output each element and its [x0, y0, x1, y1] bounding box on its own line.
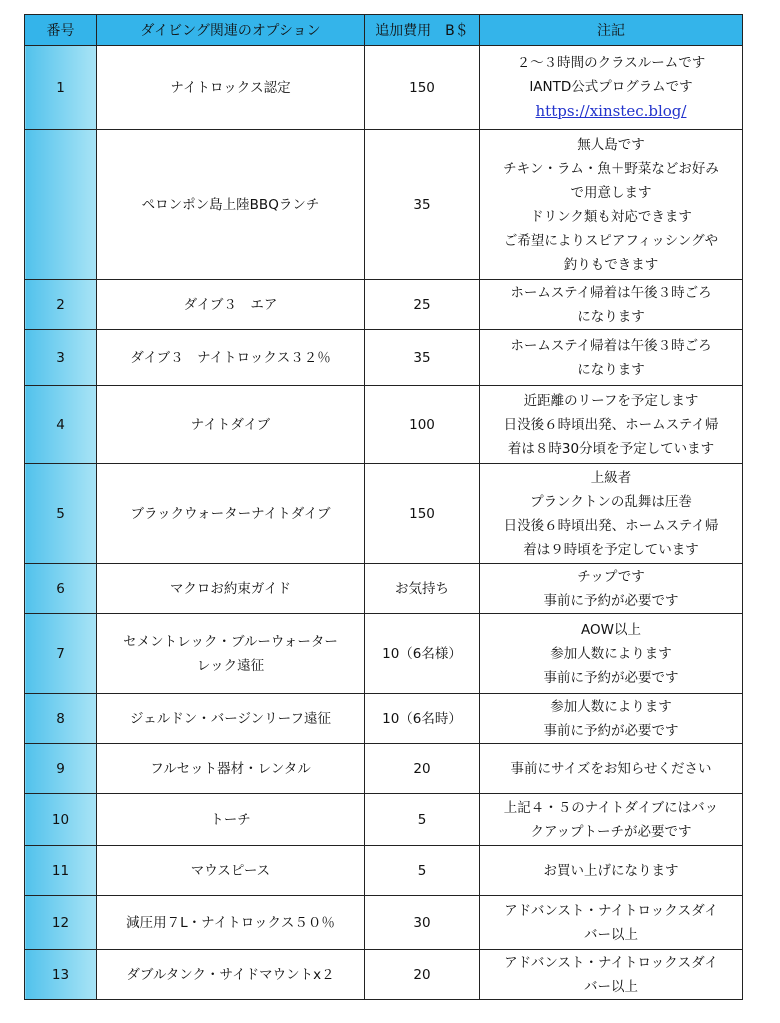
note-line: バー以上 — [584, 926, 638, 943]
note-line: 無人島です — [577, 136, 645, 153]
table-row — [25, 896, 743, 950]
option-name: トーチ — [97, 794, 365, 846]
note-line: 参加人数によります — [550, 645, 672, 662]
option-cost: 25 — [365, 280, 480, 330]
note-line: 上記４・５のナイトダイブにはバッ — [503, 799, 719, 816]
note-line: クアップトーチが必要です — [530, 823, 692, 840]
note-line: 上級者 — [590, 469, 632, 486]
table-row — [25, 694, 743, 744]
row-number: 10 — [25, 794, 97, 846]
note-line: で用意します — [570, 184, 652, 201]
row-number: 5 — [25, 464, 97, 564]
note-line: になります — [577, 361, 645, 378]
option-cost: 100 — [365, 386, 480, 464]
note-line: お買い上げになります — [543, 862, 679, 879]
option-notes — [480, 950, 743, 1000]
note-line: 参加人数によります — [550, 698, 672, 715]
row-number: 7 — [25, 614, 97, 694]
option-cost: お気持ち — [365, 564, 480, 614]
note-line: 釣りもできます — [563, 256, 659, 273]
table-row — [25, 846, 743, 896]
option-name: ダブルタンク・サイドマウントx２ — [97, 950, 365, 1000]
note-line: 事前に予約が必要です — [543, 669, 679, 686]
note-line: ホームステイ帰着は午後３時ごろ — [510, 337, 712, 354]
option-notes — [480, 130, 743, 280]
row-number: 1 — [25, 46, 97, 130]
header-row — [25, 15, 743, 46]
note-line: プランクトンの乱舞は圧巻 — [530, 493, 692, 510]
option-notes — [480, 464, 743, 564]
header-cost: 追加費用 B＄ — [365, 15, 480, 46]
option-cost: 35 — [365, 330, 480, 386]
table-row — [25, 280, 743, 330]
option-cost: 10（6名様） — [365, 614, 480, 694]
option-cost: 35 — [365, 130, 480, 280]
option-name: ペロンポン島上陸BBQランチ — [97, 130, 365, 280]
note-line: アドバンスト・ナイトロックスダイ — [504, 954, 718, 971]
option-notes — [480, 564, 743, 614]
option-notes — [480, 614, 743, 694]
option-notes — [480, 46, 743, 130]
option-notes — [480, 744, 743, 794]
option-notes — [480, 280, 743, 330]
option-name: ダイブ３ エア — [97, 280, 365, 330]
option-notes — [480, 846, 743, 896]
note-line: ２〜３時間のクラスルームです — [516, 55, 706, 71]
table-row — [25, 950, 743, 1000]
table-row — [25, 614, 743, 694]
table-row — [25, 794, 743, 846]
note-line: 事前に予約が必要です — [543, 722, 679, 739]
option-name: セメントレック・ブルーウォーター レック遠征 — [97, 614, 365, 694]
table-row — [25, 330, 743, 386]
note-line: アドバンスト・ナイトロックスダイ — [504, 902, 718, 919]
option-name: マウスピース — [97, 846, 365, 896]
note-line: 事前に予約が必要です — [543, 592, 679, 609]
row-number: 3 — [25, 330, 97, 386]
option-cost: 150 — [365, 46, 480, 130]
table-row — [25, 46, 743, 130]
note-line: IANTD公式プログラムです — [529, 79, 693, 95]
option-cost: 150 — [365, 464, 480, 564]
header-notes: 注記 — [480, 15, 743, 46]
option-cost: 10（6名時） — [365, 694, 480, 744]
option-name: ブラックウォーターナイトダイブ — [97, 464, 365, 564]
option-name: ナイトダイブ — [97, 386, 365, 464]
row-number: 11 — [25, 846, 97, 896]
row-number: 2 — [25, 280, 97, 330]
table-row — [25, 130, 743, 280]
option-name: マクロお約束ガイド — [97, 564, 365, 614]
option-cost: 20 — [365, 950, 480, 1000]
row-number: 6 — [25, 564, 97, 614]
note-line: チップです — [577, 568, 645, 585]
note-line: ホームステイ帰着は午後３時ごろ — [510, 284, 712, 301]
note-line: 日没後６時頃出発、ホームステイ帰 — [503, 517, 719, 534]
option-name: ナイトロックス認定 — [97, 46, 365, 130]
note-line: AOW以上 — [581, 621, 641, 638]
row-number — [25, 130, 97, 280]
dive-options-table — [24, 14, 743, 1000]
note-line: 事前にサイズをお知らせください — [510, 760, 712, 777]
header-number: 番号 — [25, 15, 97, 46]
option-cost: 5 — [365, 846, 480, 896]
option-notes — [480, 694, 743, 744]
option-name: ジェルドン・バージンリーフ遠征 — [97, 694, 365, 744]
option-cost: 20 — [365, 744, 480, 794]
option-name: フルセット器材・レンタル — [97, 744, 365, 794]
blog-link[interactable]: https://xinstec.blog/ — [535, 102, 687, 120]
row-number: 12 — [25, 896, 97, 950]
option-notes — [480, 794, 743, 846]
table-row — [25, 744, 743, 794]
row-number: 8 — [25, 694, 97, 744]
option-name: 減圧用７L・ナイトロックス５０％ — [97, 896, 365, 950]
option-name: ダイブ３ ナイトロックス３２％ — [97, 330, 365, 386]
note-line: 着は９時頃を予定しています — [523, 541, 699, 558]
table-row — [25, 464, 743, 564]
table-row — [25, 386, 743, 464]
table-body — [25, 46, 743, 1000]
header-option: ダイビング関連のオプション — [97, 15, 365, 46]
note-line: チキン・ラム・魚＋野菜などお好み — [503, 160, 719, 177]
table-row — [25, 564, 743, 614]
note-line: ご希望によりスピアフィッシングや — [503, 232, 719, 249]
note-line: 近距離のリーフを予定します — [523, 392, 699, 409]
note-line: ドリンク類も対応できます — [530, 208, 692, 225]
note-line: バー以上 — [584, 978, 638, 995]
row-number: 13 — [25, 950, 97, 1000]
note-line: 日没後６時頃出発、ホームステイ帰 — [503, 416, 719, 433]
note-line: 着は８時30分頃を予定しています — [507, 440, 715, 457]
option-notes — [480, 386, 743, 464]
option-notes — [480, 896, 743, 950]
row-number: 9 — [25, 744, 97, 794]
note-line: になります — [577, 308, 645, 325]
option-cost: 30 — [365, 896, 480, 950]
row-number: 4 — [25, 386, 97, 464]
option-cost: 5 — [365, 794, 480, 846]
option-notes — [480, 330, 743, 386]
note-line — [484, 99, 738, 124]
